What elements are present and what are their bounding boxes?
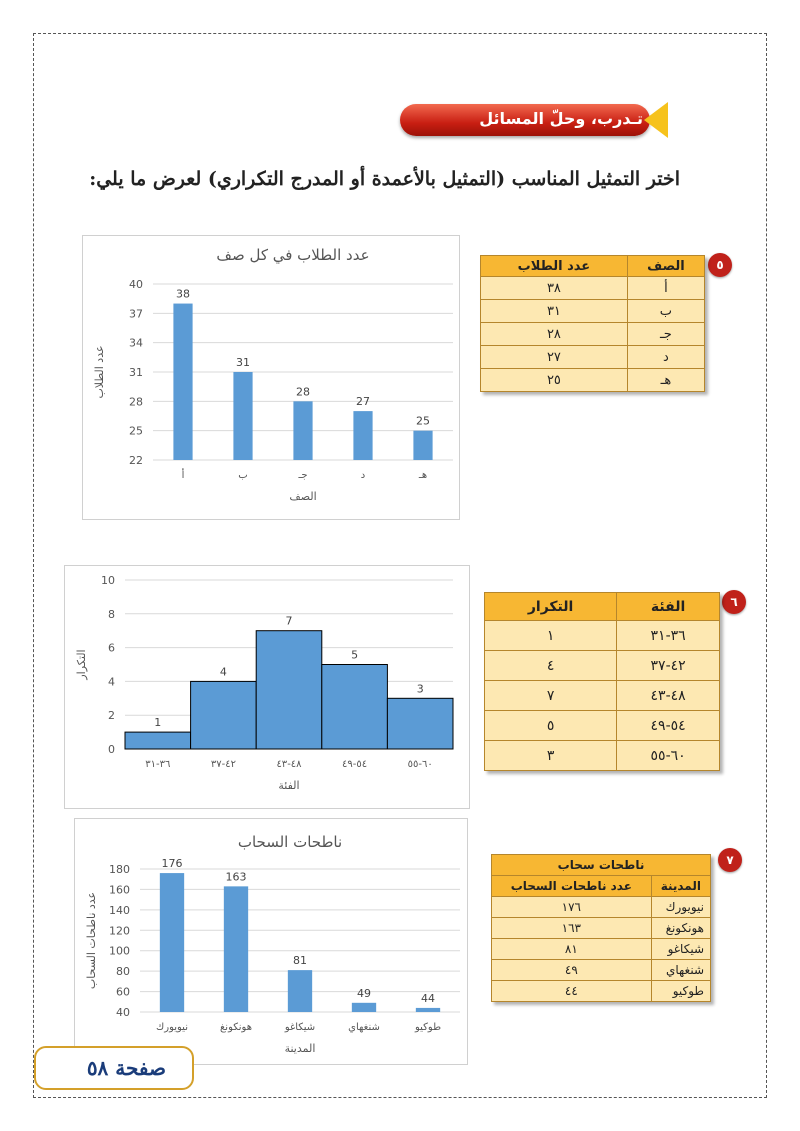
table-cell: ٣١ [481,300,628,323]
bar [322,665,388,750]
y-tick-label: 31 [129,366,143,379]
table-cell: ٤٩ [492,960,652,981]
y-tick-label: 60 [116,985,130,999]
y-tick-label: 80 [116,965,130,979]
table-caption-row [492,855,711,876]
table-problem-5 [480,255,705,392]
x-tick-label: أ [181,470,185,481]
table-row [485,621,720,651]
table-cell: ٣٨ [481,277,628,300]
bar [125,732,191,749]
table-cell: ٣٦-٣١ [617,621,720,651]
y-tick-label: 22 [129,454,143,467]
bar [416,1008,440,1012]
chart-svg [65,566,469,808]
bar [288,970,312,1012]
y-tick-label: 140 [109,903,130,917]
problem-number-7: ٧ [718,848,742,872]
table-row [481,300,705,323]
chart-title: ناطحات السحاب [237,833,343,851]
x-axis-label: المدينة [284,1042,316,1055]
y-tick-label: 120 [109,924,130,938]
table-cell: ٤٨-٤٣ [617,681,720,711]
table-row [492,918,711,939]
y-axis-label: عدد ناطحات السحاب [85,891,98,990]
data-label: 1 [154,716,162,730]
y-axis-label: التكرار [75,649,88,680]
table-cell: ب [627,300,704,323]
section-title: تـدرب، وحلّ المسائل [479,109,643,128]
data-label: 31 [236,356,250,369]
chart-title: عدد الطلاب في كل صف [216,246,370,264]
instruction-text: اختر التمثيل المناسب (التمثيل بالأعمدة أو المدرج التكراري) لعرض ما يلي: [89,168,680,190]
table-header-cell: الصف [627,256,704,277]
table-row [481,369,705,392]
chart-frequency-histogram [64,565,470,809]
y-tick-label: 40 [129,278,143,291]
bar [293,401,312,460]
table-row [481,323,705,346]
bar [353,411,372,460]
page-label: صفحة ٥٨ [86,1056,166,1080]
chart-svg [75,819,467,1064]
section-banner [400,102,665,138]
x-tick-label: د [360,470,366,481]
table-header-row [492,876,711,897]
bar [256,631,322,749]
table-cell: ٨١ [492,939,652,960]
data-label: 176 [161,857,183,871]
bar [387,698,453,749]
table-cell: ٤ [485,651,617,681]
x-tick-label: جـ [298,470,308,481]
bar [413,431,432,460]
table-cell: ٤٢-٣٧ [617,651,720,681]
table-row [492,960,711,981]
y-tick-label: 37 [129,307,143,321]
table-row [492,981,711,1002]
y-tick-label: 34 [129,336,143,350]
data-label: 7 [285,614,293,628]
y-tick-label: 4 [108,675,115,689]
table-cell: ٧ [485,681,617,711]
table-header-cell: عدد الطلاب [481,256,628,277]
table-row [485,711,720,741]
data-label: 163 [225,870,247,884]
table-row [485,741,720,771]
x-tick-label: ٥٤-٤٩ [342,759,368,770]
table-row [485,651,720,681]
x-tick-label: ٤٢-٣٧ [210,759,236,770]
x-tick-label: هونكونغ [219,1022,253,1033]
x-tick-label: ٤٨-٤٣ [276,759,302,770]
table-cell: ٢٨ [481,323,628,346]
x-tick-label: شنغهاي [348,1022,380,1033]
table-cell: شنغهاي [651,960,710,981]
table-cell: ٢٧ [481,346,628,369]
table-caption: ناطحات سحاب [492,855,711,876]
x-tick-label: هـ [418,470,428,481]
table-row [485,681,720,711]
table-cell: ١٧٦ [492,897,652,918]
table-cell: ١٦٣ [492,918,652,939]
y-tick-label: 10 [101,574,115,587]
table-cell: ١ [485,621,617,651]
table-row [481,277,705,300]
table-header-row [481,256,705,277]
table-row [481,346,705,369]
table-cell: نيويورك [651,897,710,918]
x-axis-label: الفئة [278,779,300,792]
table-cell: أ [627,277,704,300]
table-cell: د [627,346,704,369]
x-tick-label: ب [238,470,248,481]
data-label: 49 [357,986,371,1000]
bar [173,304,192,460]
y-tick-label: 2 [108,709,115,723]
table-header-cell: عدد ناطحات السحاب [492,876,652,897]
y-tick-label: 0 [108,743,115,756]
x-tick-label: شيكاغو [284,1022,316,1033]
bar [191,681,257,749]
bar [352,1003,376,1012]
y-axis-label: عدد الطلاب [93,345,106,399]
y-tick-label: 40 [116,1006,130,1019]
table-cell: ٣ [485,741,617,771]
table-cell: هونكونغ [651,918,710,939]
bar [224,886,248,1012]
data-label: 44 [421,991,435,1005]
data-label: 38 [176,287,190,301]
page-number-tag [34,1046,194,1090]
table-cell: ٢٥ [481,369,628,392]
table-cell: ٥ [485,711,617,741]
table-header-cell: التكرار [485,593,617,621]
y-tick-label: 180 [109,863,130,876]
table-problem-6 [484,592,720,771]
table-cell: ٦٠-٥٥ [617,741,720,771]
bar [233,372,252,460]
table-cell: ٤٤ [492,981,652,1002]
x-tick-label: طوكيو [414,1022,442,1033]
table-cell: شيكاغو [651,939,710,960]
chart-skyscrapers [74,818,468,1065]
table-cell: هـ [627,369,704,392]
chart-svg [83,236,459,519]
x-tick-label: ٦٠-٥٥ [407,759,433,770]
x-axis-label: الصف [289,490,317,503]
banner-arrow-icon [644,102,668,138]
y-tick-label: 25 [129,424,143,438]
table-header-row [485,593,720,621]
data-label: 81 [293,954,307,968]
chart-students-per-class [82,235,460,520]
data-label: 3 [416,682,424,696]
table-header-cell: المدينة [651,876,710,897]
table-problem-7 [491,854,711,1002]
table-cell: جـ [627,323,704,346]
data-label: 27 [356,395,370,409]
y-tick-label: 100 [109,944,130,958]
table-cell: ٥٤-٤٩ [617,711,720,741]
y-tick-label: 6 [108,641,115,655]
problem-number-5: ٥ [708,253,732,277]
y-tick-label: 28 [129,395,143,409]
data-label: 4 [219,665,227,679]
x-tick-label: ٣٦-٣١ [145,759,171,770]
table-row [492,897,711,918]
table-header-cell: الفئة [617,593,720,621]
data-label: 5 [351,648,359,662]
table-cell: طوكيو [651,981,710,1002]
data-label: 25 [416,414,430,428]
y-tick-label: 160 [109,883,130,897]
x-tick-label: نيويورك [156,1022,188,1033]
data-label: 28 [296,385,310,399]
bar [160,873,184,1012]
table-row [492,939,711,960]
problem-number-6: ٦ [722,590,746,614]
y-tick-label: 8 [108,607,115,621]
